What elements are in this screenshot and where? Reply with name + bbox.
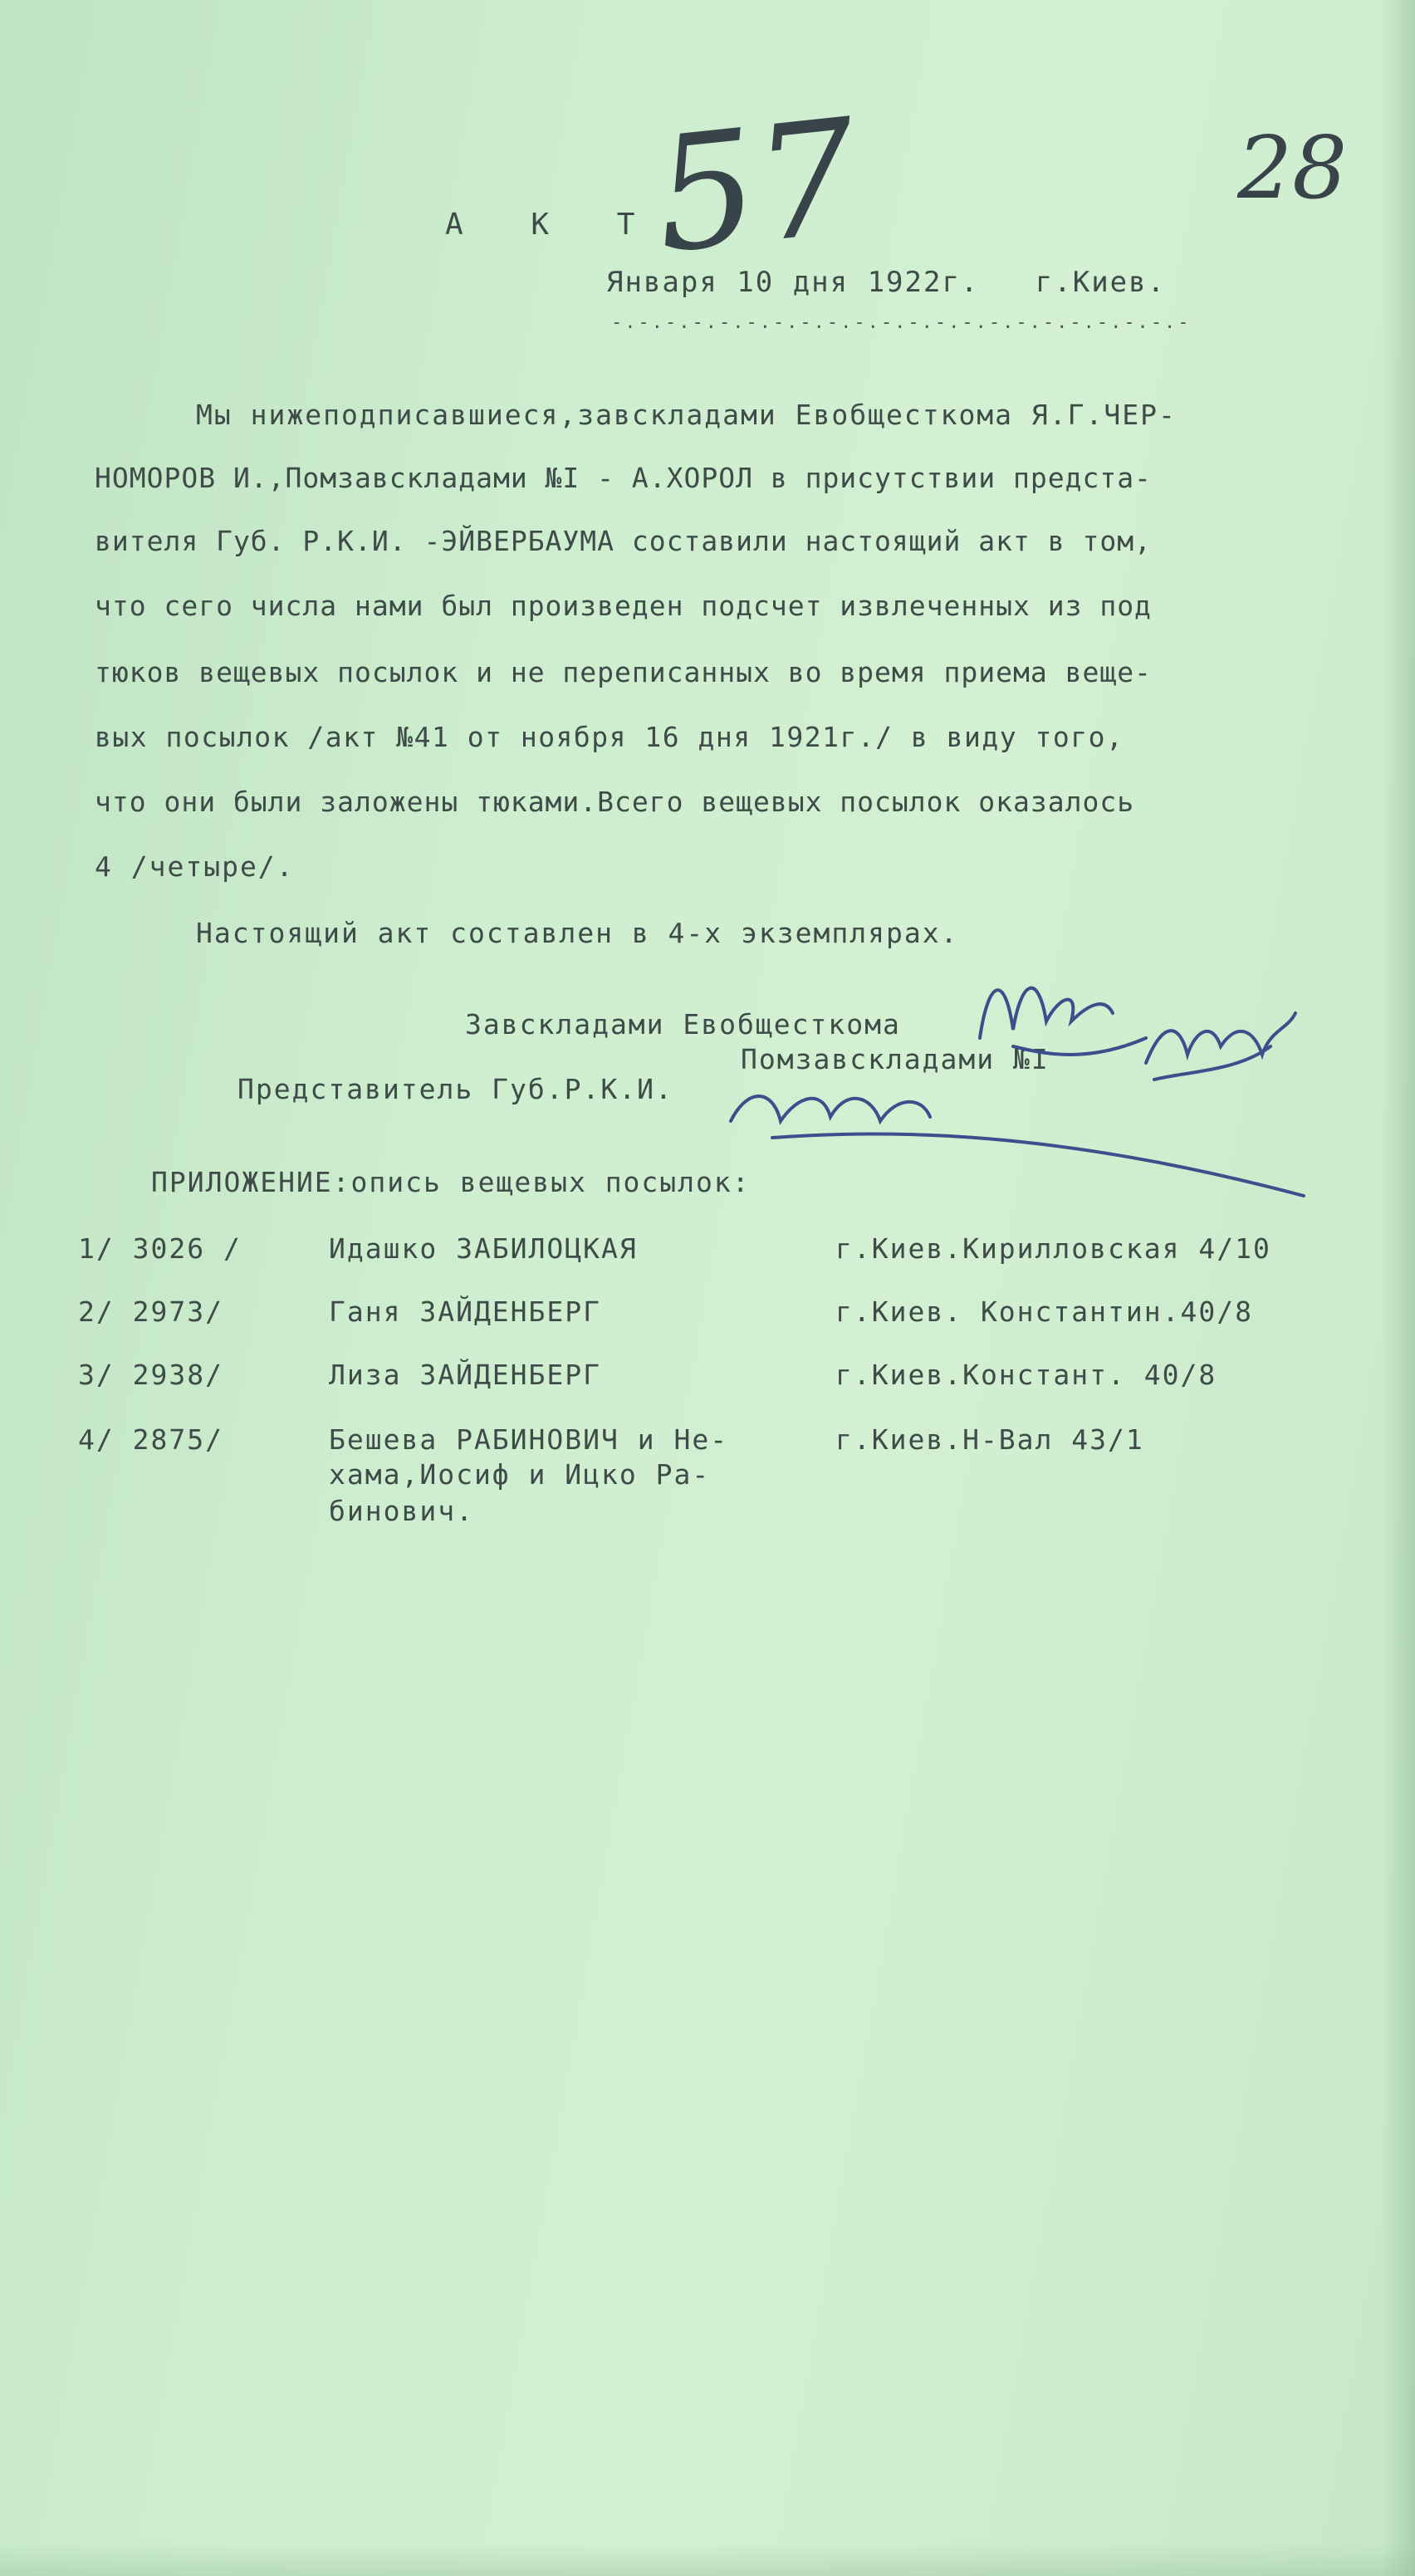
appendix-row-4-name-continuation-1: хама,Иосиф и Ицко Ра- [329, 1458, 711, 1491]
appendix-row-1-number: 1/ 3026 / [78, 1232, 242, 1265]
body-line-4: что сего числа нами был произведен подсчет извлеченных из под [95, 590, 1152, 622]
closing-line: Настоящий акт составлен в 4-х экземплярах. [196, 917, 959, 949]
appendix-row-2-name: Ганя ЗАЙДЕНБЕРГ [329, 1295, 602, 1328]
appendix-row-2-number: 2/ 2973/ [78, 1295, 223, 1328]
body-line-5: тюков вещевых посылок и не переписанных во время приема веще- [95, 656, 1152, 688]
appendix-row-4-address: г.Киев.Н-Вал 43/1 [835, 1423, 1144, 1456]
appendix-row-3-number: 3/ 2938/ [78, 1359, 223, 1391]
appendix-row-4-number: 4/ 2875/ [78, 1423, 223, 1456]
body-line-3: вителя Губ. Р.К.И. -ЭЙВЕРБАУМА составили настоящий акт в том, [95, 525, 1152, 557]
date-place-line: Января 10 дня 1922г. г.Киев. [606, 266, 1167, 299]
date-separator: -.-.-.-.-.-.-.-.-.-.-.-.-.-.-.-.-.-.-.-.-.- [611, 312, 1192, 333]
signature-label-manager: Завскладами Евобщесткома [465, 1008, 901, 1041]
appendix-row-1-address: г.Киев.Кирилловская 4/10 [835, 1232, 1271, 1265]
body-line-6: вых посылок /акт №41 от ноября 16 дня 1921г./ в виду того, [95, 721, 1124, 753]
handwritten-document-number: 57 [647, 84, 866, 289]
appendix-row-2-address: г.Киев. Константин.40/8 [835, 1295, 1253, 1328]
body-line-2: НОМОРОВ И.,Помзавскладами №I - А.ХОРОЛ в присутствии предста- [95, 462, 1152, 494]
body-line-1: Мы нижеподписавшиеся,завскладами Евобщесткома Я.Г.ЧЕР- [196, 399, 1177, 431]
handwritten-page-number: 28 [1237, 117, 1348, 218]
body-line-8: 4 /четыре/. [95, 850, 295, 883]
appendix-row-3-address: г.Киев.Констант. 40/8 [835, 1359, 1217, 1391]
appendix-row-3-name: Лиза ЗАЙДЕНБЕРГ [329, 1359, 602, 1391]
paper-edge-shadow [1382, 0, 1415, 2576]
signature-label-assistant: Помзавскладами №I [741, 1043, 1050, 1075]
appendix-title: ПРИЛОЖЕНИЕ:опись вещевых посылок: [151, 1166, 751, 1198]
signature-scribble-1 [963, 963, 1154, 1083]
body-line-7: что они были заложены тюками.Всего вещевых посылок оказалось [95, 786, 1135, 818]
document-title: А К Т [445, 208, 660, 242]
appendix-row-4-name: Бешева РАБИНОВИЧ и Не- [329, 1423, 729, 1456]
appendix-row-4-name-continuation-2: бинович. [329, 1495, 474, 1527]
appendix-row-1-name: Идашко ЗАБИЛОЦКАЯ [329, 1232, 638, 1265]
signature-label-representative: Представитель Губ.Р.К.И. [237, 1073, 673, 1105]
paper-bottom-shadow [0, 2543, 1415, 2576]
signature-scribble-3 [722, 1071, 1320, 1207]
